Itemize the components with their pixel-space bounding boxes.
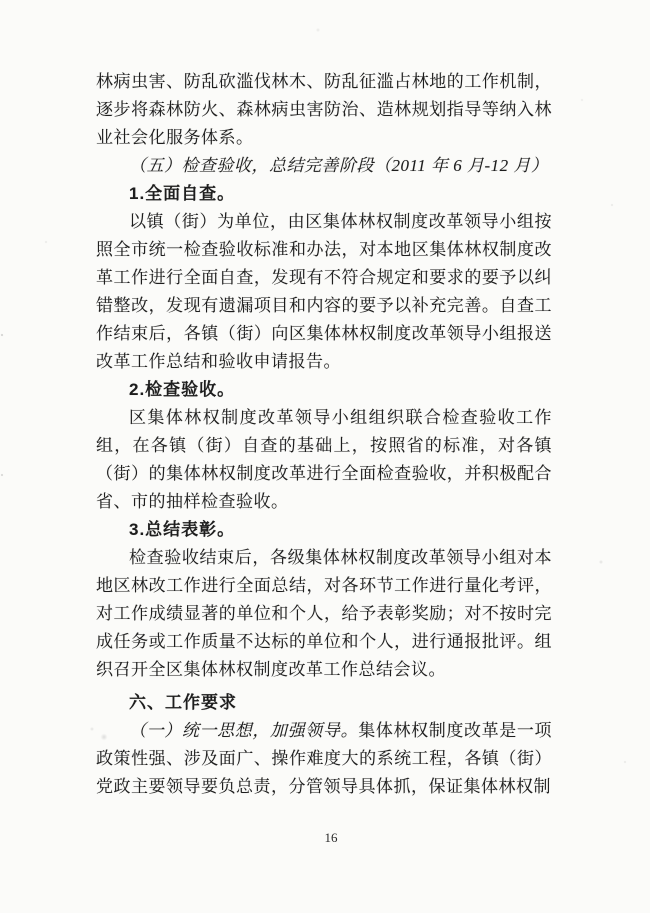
- text-run: 六、工作要求: [129, 693, 237, 712]
- paragraph: [96, 376, 552, 404]
- text-run: （一）统一思想，加强领导。: [129, 721, 359, 740]
- text-run: （五）检查验收，总结完善阶段（2011 年 6 月-12 月）: [129, 156, 549, 175]
- paragraph: [96, 516, 552, 544]
- text-run: 集体林权制度改革是一项政策性强、涉及面广、操作难度大的系统工程，各镇（街）党政主要领导要负总责，分管领导具体抓，保证集体林权制: [96, 721, 553, 796]
- page-footer: [0, 829, 650, 847]
- paragraph: [96, 180, 552, 208]
- paragraph: [96, 544, 552, 684]
- page-number: 16: [324, 830, 338, 845]
- text-run: 3.总结表彰。: [129, 520, 236, 539]
- paragraph: [96, 68, 552, 152]
- paragraph: [96, 152, 552, 180]
- paragraph: [96, 404, 552, 516]
- text-run: 检查验收结束后，各级集体林权制度改革领导小组对本地区林改工作进行全面总结，对各环节工作进行量化考评，对工作成绩显著的单位和个人，给予表彰奖励；对不按时完成任务或工作质量不达标的单位和个人，进行通报批评。组织召开全区集体林权制度改革工作总结会议。: [96, 548, 552, 679]
- text-run: 林病虫害、防乱砍滥伐林木、防乱征滥占林地的工作机制，逐步将森林防火、森林病虫害防治、造林规划指导等纳入林业社会化服务体系。: [96, 72, 552, 147]
- text-run: 1.全面自查。: [129, 184, 236, 203]
- text-run: 区集体林权制度改革领导小组组织联合检查验收工作组，在各镇（街）自查的基础上，按照省的标准，对各镇（街）的集体林权制度改革进行全面检查验收，并积极配合省、市的抽样检查验收。: [96, 408, 552, 511]
- paragraph: [96, 208, 552, 376]
- text-run: 以镇（街）为单位，由区集体林权制度改革领导小组按照全市统一检查验收标准和办法，对本地区集体林权制度改革工作进行全面自查，发现有不符合规定和要求的要予以纠错整改，发现有遗漏项目和内容的要予以补充完善。自查工作结束后，各镇（街）向区集体林权制度改革领导小组报送改革工作总结和验收申请报告。: [96, 212, 552, 371]
- document-body: [96, 68, 552, 801]
- paragraph: [96, 689, 552, 717]
- text-run: 2.检查验收。: [129, 380, 236, 399]
- paragraph: [96, 717, 552, 801]
